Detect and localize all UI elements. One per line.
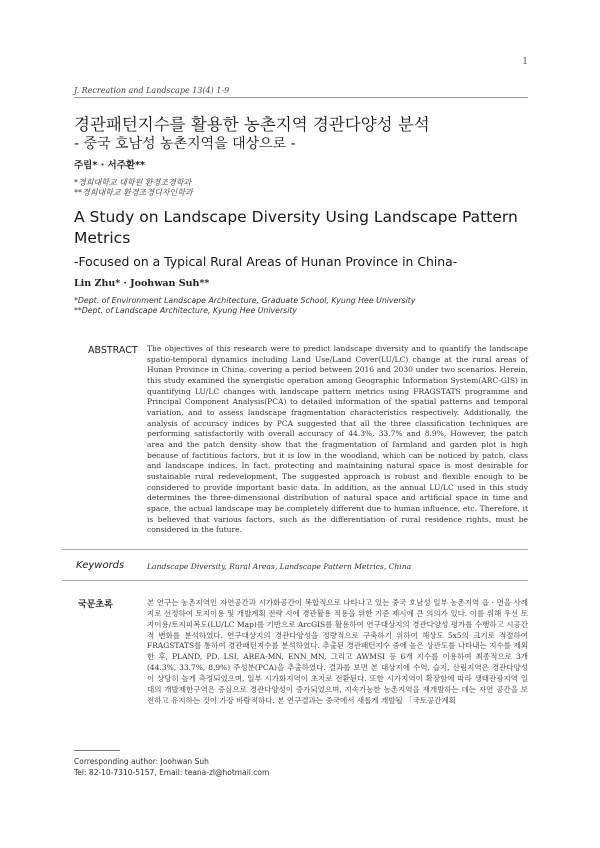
korean-title: 경관패턴지수를 활용한 농촌지역 경관다양성 분석 bbox=[74, 115, 430, 134]
keywords-top-rule bbox=[62, 549, 528, 550]
korean-subtitle: - 중국 호남성 농촌지역을 대상으로 - bbox=[74, 136, 296, 152]
english-affiliation-2: **Dept. of Landscape Architecture, Kyung Hee University bbox=[74, 306, 298, 315]
english-subtitle: -Focused on a Typical Rural Areas of Hunan Province in China- bbox=[74, 254, 458, 269]
footnote-rule bbox=[74, 750, 120, 751]
author-contact: Tel: 82-10-7310-5157, Email: teana-zl@hotmail.com bbox=[74, 767, 270, 777]
journal-citation: J. Recreation and Landscape 13(4) 1-9 bbox=[74, 86, 230, 95]
keywords-bottom-rule bbox=[62, 580, 528, 581]
korean-authors: 주림* · 서주환** bbox=[74, 160, 146, 171]
korean-abstract-text: 본 연구는 농촌지역인 자연공간과 시가화공간이 복합적으로 나타나고 있는 중국 호남성 일부 농촌지역 읍 · 면을 사례지로 선정하여 토지이용 및 개발계획 전략 시에 경관활용 적용을 위한 기준 제시에 큰 의의가 있다. 이를 위해 우선 토지이용/토지피복도(LU/LC Map)를 기반으로 ArcGIS를 활용하여 연구대상지의 경관다양성 평가를 수행하고 시공간적 변화를 분석하였다. 연구대상지의 경관다양성을 정량적으로 구축하기 위하여 해상도 5x5의 크기로 적절하여 FRAGSTATS를 통하여 경관패턴지수를 분석하였다. 추출된 경관패턴지수 중에 높은 상관도를 나타내는 지수를 제외한 후, PLAND, PD, LSI, AREA-MN, ENN_MN, 그리고 AWMSI 등 6개 지수를 이용하여 최종적으로 3개(44.3%, 33.7%, 8.9%) 주성분(PCA)을 추출하였다. 결과를 보면 본 대상지에 수역, 습지, 산림지역은 경관다양성이 상당히 높게 측정되었으며, 일부 시가화지역이 초지로 전환된다. 또한 시가지역이 확장함에 따라 생태관광지역 일대의 개발제한구역은 증심으로 경관다양성이 증가되었으며, 지속가능한 농촌지역을 재개발하는 데는 자연 공간을 보전하고 유지하는 것이 가장 바람직하다. 본 연구결과는 중국에서 새롭게 개발될 「국토공간계획 bbox=[147, 598, 528, 705]
english-affiliation-1: *Dept. of Environment Landscape Architecture, Graduate School, Kyung Hee University bbox=[74, 296, 416, 305]
page-number: 1 bbox=[522, 57, 528, 67]
header-rule bbox=[74, 97, 528, 98]
korean-affiliation-2: **경희대학교 환경조경디자인학과 bbox=[74, 188, 193, 197]
korean-abstract-label: 국문초록 bbox=[78, 600, 113, 610]
english-title: A Study on Landscape Diversity Using Landscape Pattern Metrics bbox=[74, 208, 518, 247]
footnote bbox=[74, 757, 269, 778]
korean-affiliation-1: *경희대학교 대학원 환경조경학과 bbox=[74, 178, 192, 187]
keywords-label: Keywords bbox=[76, 560, 125, 571]
abstract-label: ABSTRACT bbox=[88, 345, 138, 356]
korean-affiliations bbox=[74, 178, 193, 198]
english-authors: Lin Zhu* · Joohwan Suh** bbox=[74, 278, 210, 289]
abstract-text: The objectives of this research were to predict landscape diversity and to quantify the landscape spatio-temporal dynamics including Land Use/Land Cover(LU/LC) change at the rural areas of Hunan Province in China, covering a period between 2016 and 2030 under two scenarios. Herein, this study examined the synergistic operation among Geographic Information System(ARC-GIS) in quantifying LU/LC changes with landscape pattern metrics using FRAGSTATS programme and Principal Component Analysis(PCA) to detailed information of the spatial patterns and temporal variation, and to assess landscape fragmentation characteristics respectively. Additionally, the analysis of accuracy indices by PCA suggested that all the three classification techniques are performing satisfactorily with overall accuracy of 44.3%, 33.7% and 8.9%, However, the patch area and the patch density show that the fragmentation of farmland and garden plot is high because of factitious factors, but it is low in the woodland, which can be noticed by patch, class and landscape indices. In fact, protecting and maintaining natural space is most desirable for sustainable rural redevelopment, The suggested approach is robust and flexible enough to be considered to provide important basic data. In addition, as the annual LU/LC used in this study determines the three-dimensional distribution of natural space and artificial space in time and space, the actual landscape may be completely different due to human influence, etc. Therefore, it is believed that various factors, such as the differentiation of rural residence rights, must be considered in the future. bbox=[147, 344, 528, 535]
corresponding-author: Corresponding author: Joohwan Suh bbox=[74, 757, 209, 766]
keywords-text: Landscape Diversity, Rural Areas, Landscape Pattern Metrics, China bbox=[147, 562, 412, 571]
english-affiliations bbox=[74, 296, 415, 316]
